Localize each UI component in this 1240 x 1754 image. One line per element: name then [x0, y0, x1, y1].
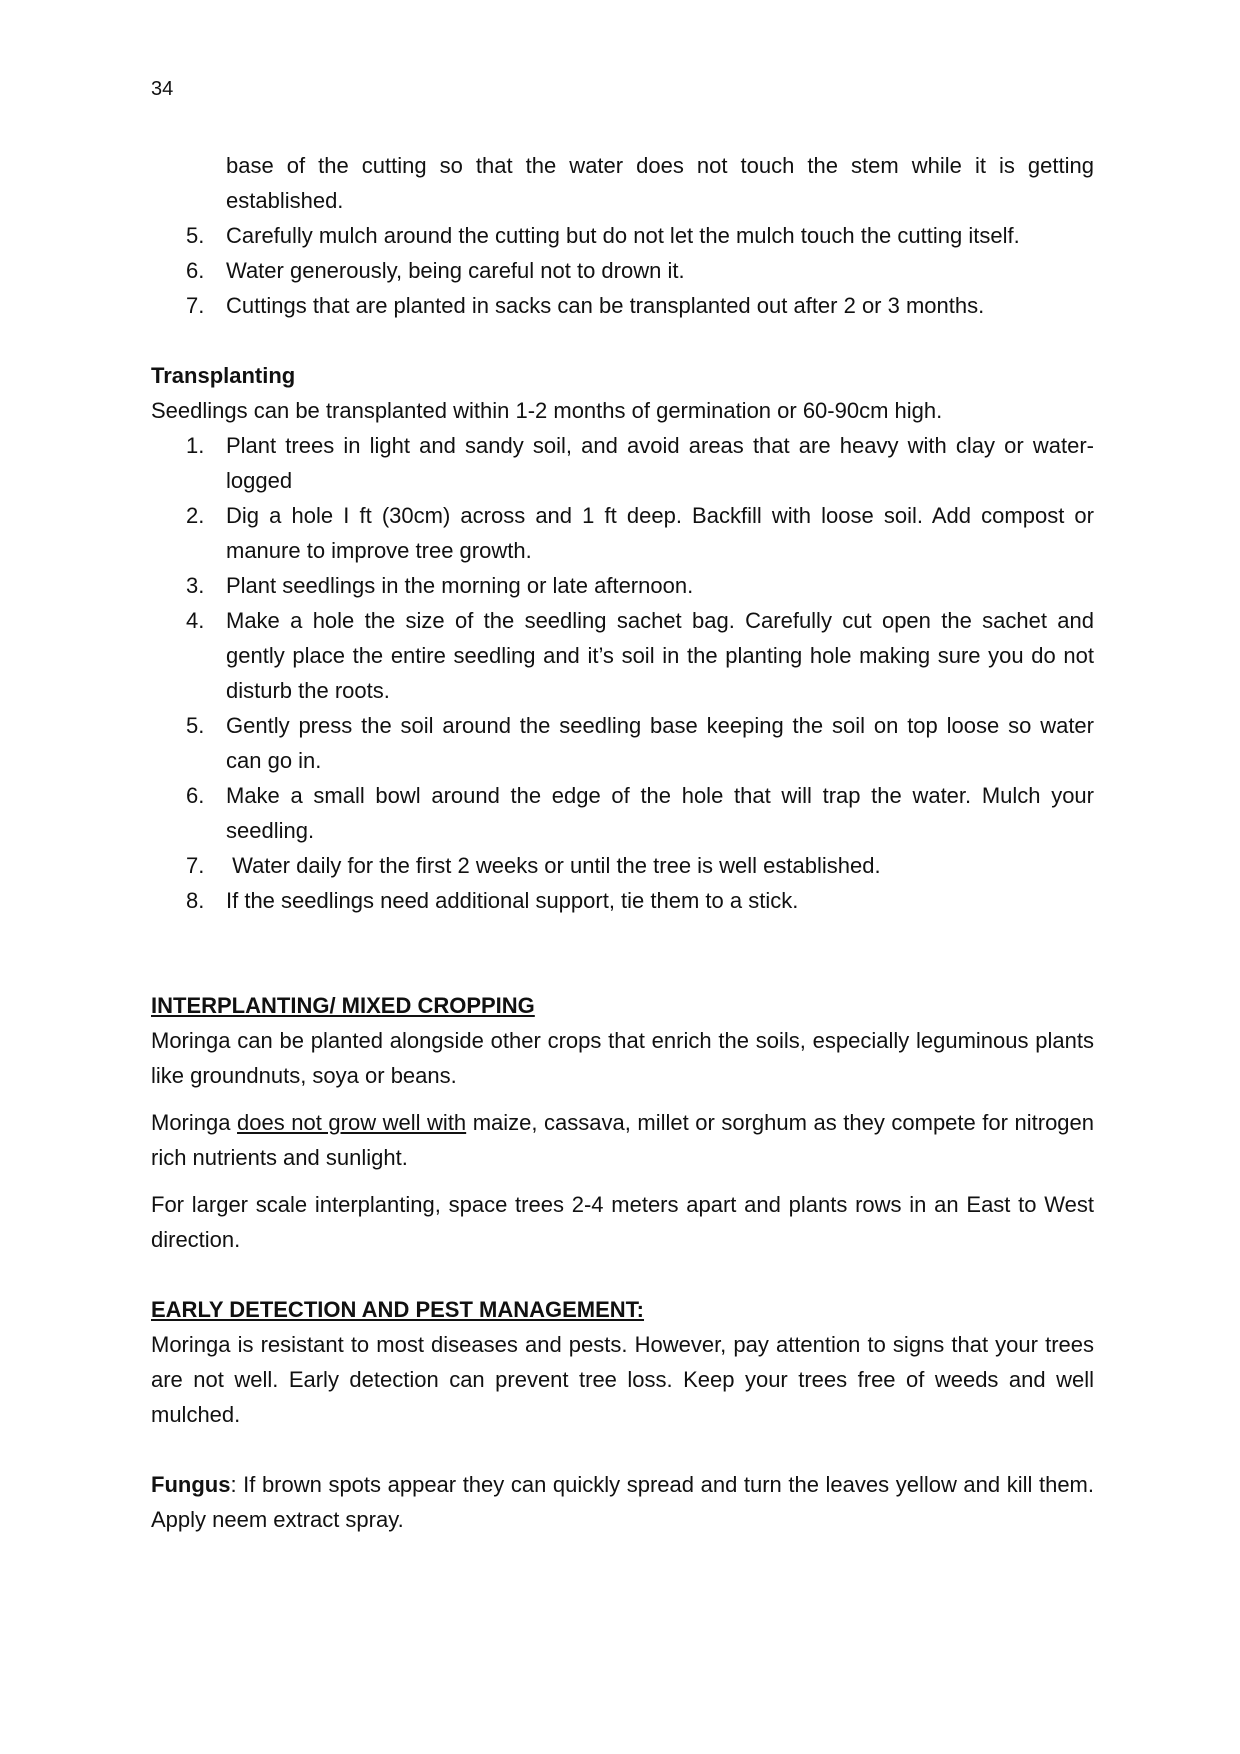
list-item-text: If the seedlings need additional support, tie them to a stick. — [226, 888, 799, 913]
list-item — [151, 603, 1094, 708]
pest-management-paragraph: Moringa is resistant to most diseases and pests. However, pay attention to signs that your trees are not well. Early detection can prevent tree loss. Keep your trees free of weeds and well mulched. — [151, 1332, 1094, 1427]
list-item — [151, 568, 1094, 603]
list-number: 2. — [186, 503, 205, 528]
list-item — [151, 778, 1094, 848]
list-item — [151, 148, 1094, 218]
list-item — [151, 428, 1094, 498]
list-number: 5. — [186, 223, 205, 248]
transplanting-heading: Transplanting — [151, 363, 296, 388]
list-number: 8. — [186, 888, 205, 913]
list-number: 1. — [186, 433, 205, 458]
list-number: 3. — [186, 573, 205, 598]
fungus-label: Fungus — [151, 1472, 231, 1497]
list-item-text: Cuttings that are planted in sacks can be transplanted out after 2 or 3 months. — [226, 293, 985, 318]
list-item-text: Dig a hole I ft (30cm) across and 1 ft deep. Backfill with loose soil. Add compost or manure to improve tree growth. — [226, 503, 1094, 563]
list-number: 6. — [186, 258, 205, 283]
list-item-text: Water daily for the first 2 weeks or until the tree is well established. — [226, 853, 881, 878]
list-item — [151, 288, 1094, 323]
list-item-text: Make a small bowl around the edge of the hole that will trap the water. Mulch your seedling. — [226, 783, 1094, 843]
list-item — [151, 253, 1094, 288]
transplanting-list — [151, 428, 1094, 918]
list-item-text: Make a hole the size of the seedling sachet bag. Carefully cut open the sachet and gently place the entire seedling and it’s soil in the planting hole making sure you do not disturb the roots. — [226, 608, 1094, 703]
page-number: 34 — [151, 78, 174, 100]
list-item — [151, 498, 1094, 568]
list-item-text: Water generously, being careful not to drown it. — [226, 258, 685, 283]
list-item-text: Gently press the soil around the seedling base keeping the soil on top loose so water can go in. — [226, 713, 1094, 773]
list-number: 4. — [186, 608, 205, 633]
cuttings-list — [151, 148, 1094, 323]
list-number: 6. — [186, 783, 205, 808]
list-item-text: base of the cutting so that the water does not touch the stem while it is getting established. — [226, 153, 1094, 213]
list-item-text: Carefully mulch around the cutting but do not let the mulch touch the cutting itself. — [226, 223, 1020, 248]
transplanting-intro: Seedlings can be transplanted within 1-2 months of germination or 60-90cm high. — [151, 398, 943, 423]
list-number: 7. — [186, 853, 205, 878]
list-item-text: Plant trees in light and sandy soil, and avoid areas that are heavy with clay or water-logged — [226, 433, 1094, 493]
list-item-text: Plant seedlings in the morning or late afternoon. — [226, 573, 694, 598]
fungus-paragraph — [151, 1467, 1094, 1537]
interplanting-heading: INTERPLANTING/ MIXED CROPPING — [151, 993, 535, 1018]
list-item — [151, 218, 1094, 253]
list-item — [151, 708, 1094, 778]
interplanting-paragraph-2 — [151, 1105, 1101, 1175]
list-number: 5. — [186, 713, 205, 738]
list-number: 7. — [186, 293, 205, 318]
paragraph-text: Moringa — [151, 1110, 238, 1135]
list-item — [151, 883, 1094, 918]
paragraph-text: maize, cassava, millet or sorghum as they compete for nitrogen rich nutrients and sunlight. — [151, 1110, 1101, 1170]
underlined-phrase: does not grow well with — [237, 1110, 467, 1135]
paragraph-text: : If brown spots appear they can quickly spread and turn the leaves yellow and kill them. Apply neem extract spray. — [151, 1472, 1094, 1532]
document-body — [151, 148, 1101, 1537]
interplanting-paragraph-1: Moringa can be planted alongside other crops that enrich the soils, especially leguminous plants like groundnuts, soya or beans. — [151, 1028, 1094, 1088]
interplanting-paragraph-3: For larger scale interplanting, space trees 2-4 meters apart and plants rows in an East to West direction. — [151, 1192, 1094, 1252]
list-item — [151, 848, 1094, 883]
pest-management-heading: EARLY DETECTION AND PEST MANAGEMENT: — [151, 1297, 645, 1322]
